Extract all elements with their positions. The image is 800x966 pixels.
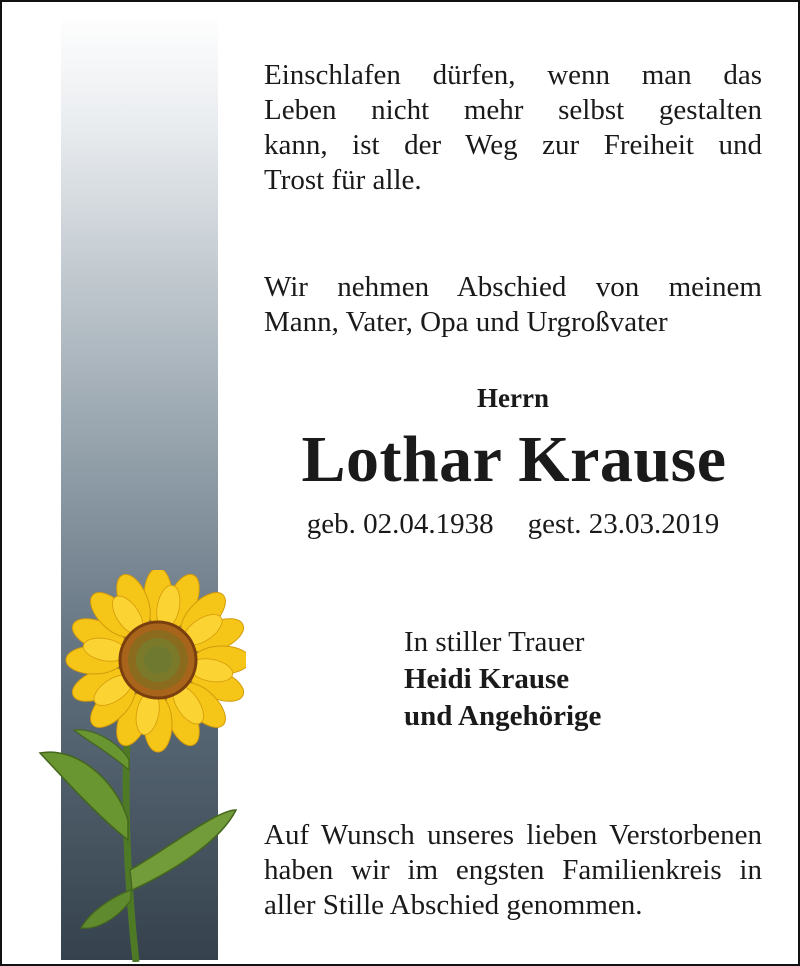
notice-line: Auf Wunsch unseres lieben Verstorbenen: [264, 819, 762, 851]
notice-line: aller Stille Abschied genommen.: [264, 889, 643, 921]
poem-line: kann, ist der Weg zur Freiheit und: [264, 129, 762, 161]
poem-line: Einschlafen dürfen, wenn man das: [264, 59, 762, 91]
poem-line: Trost für alle.: [264, 164, 422, 196]
salutation: Herrn: [477, 383, 549, 413]
mourners-intro: In stiller Trauer: [404, 626, 585, 658]
poem: [264, 58, 762, 198]
mourners-others: und Angehörige: [404, 700, 602, 732]
birth-date: geb. 02.04.1938: [306, 508, 494, 540]
poem-line: Leben nicht mehr selbst gestalten: [264, 94, 762, 126]
notice-paragraph: [264, 818, 762, 923]
mourner-name: Heidi Krause: [404, 663, 570, 695]
intro-line: Wir nehmen Abschied von meinem: [264, 271, 762, 303]
deceased-name: Lothar Krause: [301, 423, 727, 496]
notice-line: haben wir im engsten Familienkreis in: [264, 854, 762, 886]
mourners: [404, 624, 601, 735]
intro-paragraph: [264, 270, 762, 340]
intro-line: Mann, Vater, Opa und Urgroßvater: [264, 306, 668, 338]
life-dates: [264, 508, 762, 541]
death-date: gest. 23.03.2019: [527, 508, 720, 540]
sunflower-image: [36, 570, 246, 962]
